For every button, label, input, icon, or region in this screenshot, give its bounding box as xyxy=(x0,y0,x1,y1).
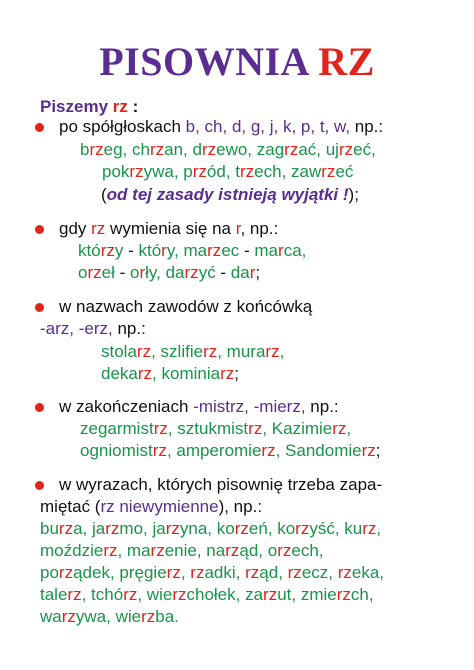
text-segment: deka xyxy=(101,364,138,383)
text-segment: y, xyxy=(166,241,179,260)
text-segment: rz xyxy=(87,263,102,282)
text-segment: miętać ( xyxy=(40,497,101,516)
text-segment: , np.: xyxy=(240,219,279,238)
text-segment: , sztukmist xyxy=(167,419,249,438)
text-line-r5-6 xyxy=(40,584,374,606)
bullet-icon xyxy=(35,225,44,234)
text-segment: : xyxy=(127,97,139,116)
text-segment: , kominia xyxy=(152,364,221,383)
text-segment: - xyxy=(123,241,139,260)
text-segment: eć xyxy=(335,162,354,181)
text-line-r3-3 xyxy=(101,341,284,363)
text-segment: , tchó xyxy=(81,585,124,604)
text-line-r2-2 xyxy=(78,240,306,262)
text-segment: rz xyxy=(240,162,255,181)
text-segment: rz xyxy=(103,541,118,560)
text-segment: ech, xyxy=(291,541,324,560)
text-segment: -arz, -erz, xyxy=(40,319,113,338)
text-segment: ywa, p xyxy=(143,162,193,181)
text-segment: rz xyxy=(105,519,120,538)
text-segment: ogniomist xyxy=(80,441,153,460)
text-segment: gdy xyxy=(59,219,92,238)
text-segment: rz xyxy=(58,519,74,538)
text-segment: rz xyxy=(136,342,152,361)
text-segment: rz xyxy=(245,563,260,582)
text-line-r5-3 xyxy=(40,518,381,540)
text-line-r3-1 xyxy=(59,296,312,318)
text-segment: wa xyxy=(40,607,62,626)
text-segment: yć xyxy=(198,263,216,282)
text-segment: rz xyxy=(336,585,351,604)
text-segment: o xyxy=(129,263,140,282)
text-segment: ech, zaw xyxy=(254,162,322,181)
text-segment: rz xyxy=(100,241,115,260)
text-segment: rz xyxy=(165,519,180,538)
text-segment: , amperomie xyxy=(166,441,262,460)
text-segment: rz xyxy=(295,519,310,538)
text-segment: po xyxy=(40,563,59,582)
text-segment: da xyxy=(230,263,250,282)
title-segment: PISOWNIA xyxy=(99,39,319,84)
text-segment: rz xyxy=(152,441,167,460)
text-segment: ma xyxy=(254,241,279,260)
title-segment: RZ xyxy=(318,39,375,84)
text-segment: ba. xyxy=(155,607,179,626)
text-segment: rz xyxy=(58,563,74,582)
text-segment: w nazwach zawodów z końcówką xyxy=(59,297,313,316)
text-line-r5-5 xyxy=(40,562,384,584)
text-segment: adki, xyxy=(204,563,246,582)
text-line-r2-3 xyxy=(78,262,260,284)
text-line-r5-4 xyxy=(40,540,324,562)
text-segment: rz xyxy=(150,541,165,560)
text-segment: rz xyxy=(362,519,377,538)
text-segment: w zakończeniach xyxy=(59,397,194,416)
text-segment: rz xyxy=(332,419,347,438)
text-segment: rz xyxy=(137,364,153,383)
text-segment: , xyxy=(346,419,352,438)
text-segment: ywa, wie xyxy=(75,607,142,626)
text-segment: rz xyxy=(207,241,222,260)
text-segment: , wie xyxy=(137,585,173,604)
text-segment: Piszemy xyxy=(40,97,113,116)
bullet-icon xyxy=(35,303,44,312)
text-segment: rz xyxy=(192,162,207,181)
bullet-icon xyxy=(35,403,44,412)
text-segment: ch, xyxy=(350,585,374,604)
text-segment: eć, xyxy=(353,140,376,159)
text-segment: ąd, xyxy=(259,563,288,582)
text-segment: mo, ja xyxy=(119,519,166,538)
text-segment: rz xyxy=(201,140,217,159)
text-segment: , xyxy=(180,563,191,582)
text-segment: , szlifie xyxy=(151,342,204,361)
text-segment: któ xyxy=(78,241,101,260)
text-segment: rz xyxy=(112,97,128,116)
text-segment: rz xyxy=(129,162,144,181)
text-segment: chołek, za xyxy=(186,585,264,604)
text-line-r1-4 xyxy=(101,184,359,206)
text-segment: rz xyxy=(248,419,263,438)
text-segment: np.: xyxy=(112,319,146,338)
text-segment: rz xyxy=(284,140,299,159)
text-segment: od tej zasady istnieją wyjątki ! xyxy=(106,185,349,204)
text-segment: b, ch, d, g, j, k, p, t, w, xyxy=(185,117,351,136)
text-segment: ), np.: xyxy=(218,497,263,516)
text-segment: po spółgłoskach xyxy=(59,117,186,136)
text-segment: ły, xyxy=(145,263,161,282)
text-segment: rz xyxy=(225,541,240,560)
text-segment: rz xyxy=(141,607,156,626)
text-segment: , xyxy=(376,519,382,538)
text-segment: , ma xyxy=(117,541,151,560)
text-segment: rz xyxy=(261,441,276,460)
text-segment: ; xyxy=(375,441,381,460)
text-segment: rz xyxy=(337,563,352,582)
text-segment: ; xyxy=(255,263,261,282)
text-segment: eł xyxy=(101,263,115,282)
text-line-r1-2 xyxy=(80,139,376,161)
text-segment: stola xyxy=(101,342,137,361)
text-segment: rz xyxy=(61,607,76,626)
text-segment: yść, ku xyxy=(309,519,363,538)
text-segment: - xyxy=(239,241,255,260)
text-segment: rz xyxy=(263,585,278,604)
text-segment: o xyxy=(78,263,88,282)
text-segment: np.: xyxy=(305,397,339,416)
text-line-r5-1 xyxy=(59,474,382,496)
text-segment: rz xyxy=(277,541,292,560)
text-segment: rz xyxy=(265,342,280,361)
text-line-r1-1 xyxy=(59,116,383,138)
text-line-r1-3 xyxy=(102,161,353,183)
text-segment: an, d xyxy=(164,140,202,159)
text-segment: rz xyxy=(89,140,104,159)
text-segment: rz xyxy=(184,263,199,282)
text-segment: yna, ko xyxy=(179,519,235,538)
text-segment: moździe xyxy=(40,541,104,560)
text-segment: rz xyxy=(91,219,106,238)
text-segment: wymienia się na xyxy=(105,219,236,238)
text-segment: y xyxy=(114,241,124,260)
text-segment: ); xyxy=(348,185,359,204)
text-segment: r xyxy=(161,241,167,260)
text-segment: ec xyxy=(221,241,240,260)
text-segment: ma xyxy=(178,241,208,260)
bullet-icon xyxy=(35,481,44,490)
text-segment: ód, t xyxy=(206,162,240,181)
text-segment: ecz, xyxy=(301,563,338,582)
text-segment: zegarmist xyxy=(80,419,154,438)
text-segment: - xyxy=(114,263,130,282)
text-segment: ać, uj xyxy=(298,140,339,159)
text-segment: rz xyxy=(123,585,138,604)
text-segment: r xyxy=(139,263,146,282)
text-segment: ; xyxy=(234,364,239,383)
text-line-r4-1 xyxy=(59,396,339,418)
text-segment: rz niewymienne xyxy=(100,497,219,516)
text-segment: rz xyxy=(234,519,249,538)
text-segment: bu xyxy=(40,519,59,538)
text-segment: ut, zmie xyxy=(277,585,337,604)
text-segment: rz xyxy=(166,563,181,582)
text-line-r3-2 xyxy=(40,318,146,340)
text-segment: r xyxy=(235,219,241,238)
text-segment: rz xyxy=(361,441,376,460)
text-segment: da xyxy=(160,263,185,282)
text-segment: rz xyxy=(153,419,168,438)
text-segment: rz xyxy=(172,585,187,604)
text-segment: , mura xyxy=(217,342,266,361)
text-segment: rz xyxy=(203,342,218,361)
text-segment: np.: xyxy=(350,117,384,136)
text-line-r4-2 xyxy=(80,418,351,440)
text-segment: eg, ch xyxy=(103,140,150,159)
text-segment: ca, xyxy=(283,241,307,260)
text-segment: ąd, o xyxy=(239,541,278,560)
text-line-r2-1 xyxy=(59,218,278,240)
text-segment: pok xyxy=(102,162,130,181)
text-segment: tale xyxy=(40,585,68,604)
text-segment: któ xyxy=(138,241,162,260)
text-segment: rz xyxy=(338,140,354,159)
text-line-r5-2 xyxy=(40,496,262,518)
text-segment: ewo, zag xyxy=(216,140,285,159)
text-line-r5-7 xyxy=(40,606,179,628)
text-segment: rz xyxy=(149,140,165,159)
text-segment: w wyrazach, których pisownię trzeba zapa- xyxy=(59,475,383,494)
text-segment: eń, ko xyxy=(248,519,296,538)
text-segment: , xyxy=(279,342,285,361)
text-segment: b xyxy=(80,140,90,159)
text-line-r4-3 xyxy=(80,440,381,462)
bullet-icon xyxy=(35,123,44,132)
text-segment: enie, na xyxy=(164,541,226,560)
text-segment: ądek, pręgie xyxy=(73,563,167,582)
text-segment: rz xyxy=(190,563,205,582)
text-segment: - xyxy=(215,263,231,282)
text-line-piszemy xyxy=(40,96,138,118)
text-segment: rz xyxy=(67,585,82,604)
text-segment: eka, xyxy=(351,563,385,582)
text-segment: ( xyxy=(101,185,107,204)
text-segment: r xyxy=(278,241,284,260)
text-segment: rz xyxy=(321,162,336,181)
text-segment: , Sandomie xyxy=(275,441,362,460)
page-title xyxy=(0,38,474,85)
text-segment: -mistrz, -mierz, xyxy=(193,397,306,416)
text-segment: a, ja xyxy=(73,519,106,538)
text-line-r3-4 xyxy=(101,363,239,385)
text-segment: rz xyxy=(287,563,302,582)
text-segment: , Kazimie xyxy=(262,419,333,438)
text-segment: rz xyxy=(220,364,235,383)
text-segment: r xyxy=(249,263,256,282)
